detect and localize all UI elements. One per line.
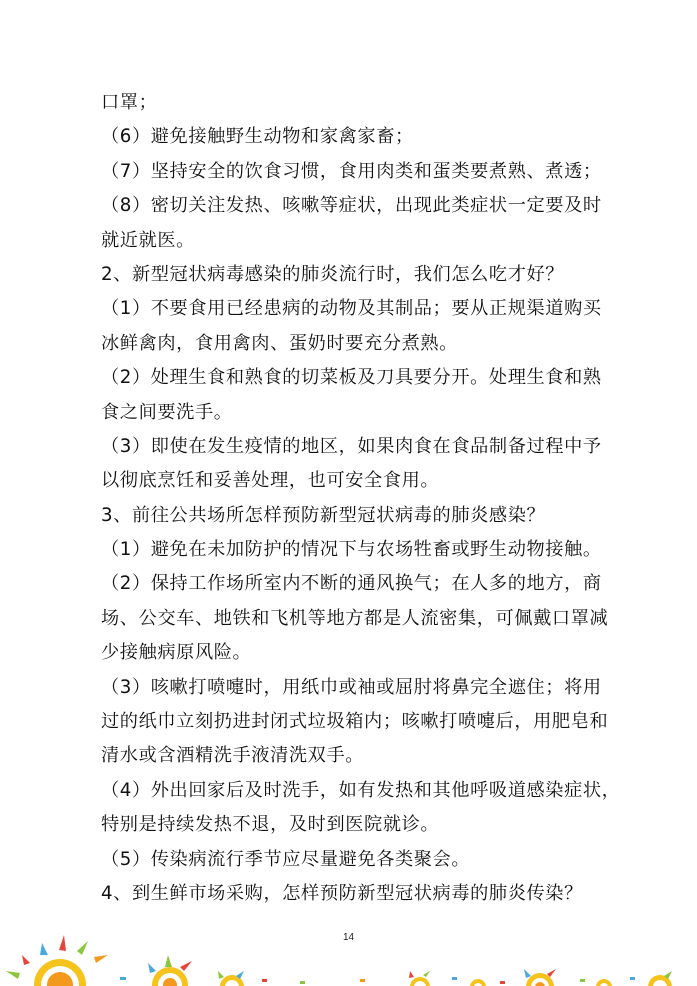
text-line: （6）避免接触野生动物和家禽家畜； <box>101 126 414 148</box>
sun-icon <box>648 971 672 986</box>
sun-icon <box>596 979 612 986</box>
sun-icon <box>6 935 108 986</box>
text-line: 过的纸巾立刻扔进封闭式垃圾箱内；咳嗽打喷嚏后，用肥皂和 <box>101 711 609 733</box>
section-heading: 3、前往公共场所怎样预防新型冠状病毒的肺炎感染？ <box>101 504 546 526</box>
text-line: （2）保持工作场所室内不断的通风换气；在人多的地方，商 <box>101 573 602 595</box>
text-line: （1）避免在未加防护的情况下与农场牲畜或野生动物接触。 <box>101 539 602 561</box>
text-line: 场、公交车、地铁和飞机等地方都是人流密集，可佩戴口罩减 <box>101 607 609 629</box>
section-heading: 2、新型冠状病毒感染的肺炎流行时，我们怎么吃才好？ <box>101 263 565 285</box>
sun-icon <box>470 979 486 986</box>
text-line: 食之间要洗手。 <box>101 401 233 423</box>
section-heading: 4、到生鲜市场采购，怎样预防新型冠状病毒的肺炎传染？ <box>101 882 583 904</box>
text-line: （1）不要食用已经患病的动物及其制品；要从正规渠道购买 <box>101 298 602 320</box>
text-line: 以彻底烹饪和妥善处理，也可安全食用。 <box>101 470 440 492</box>
sun-icon <box>148 955 192 986</box>
text-line: （2）处理生食和熟食的切菜板及刀具要分开。处理生食和熟 <box>101 367 602 389</box>
text-line: （3）咳嗽打喷嚏时，用纸巾或袖或屈肘将鼻完全遮住；将用 <box>101 676 602 698</box>
body-text <box>101 86 621 911</box>
text-line: （4）外出回家后及时洗手，如有发热和其他呼吸道感染症状， <box>101 779 621 801</box>
text-line: 口罩； <box>101 92 158 113</box>
text-line: 冰鲜禽肉，食用禽肉、蛋奶时要充分煮熟。 <box>101 332 458 354</box>
text-line: 就近就医。 <box>101 229 195 251</box>
text-line: （7）坚持安全的饮食习惯，食用肉类和蛋类要煮熟、煮透； <box>101 160 602 182</box>
text-line: （8）密切关注发热、咳嗽等症状，出现此类症状一定要及时 <box>101 195 602 217</box>
text-line: 清水或含酒精洗手液清洗双手。 <box>101 745 365 767</box>
sun-decoration-footer <box>0 925 697 986</box>
sun-icon <box>218 971 244 986</box>
text-line: （5）传染病流行季节应尽量避免各类聚会。 <box>101 848 471 870</box>
page-number: 14 <box>342 932 355 943</box>
sun-icon <box>524 969 556 986</box>
sun-icon <box>409 971 430 986</box>
text-line: 特别是持续发热不退，及时到医院就诊。 <box>101 814 440 836</box>
text-line: 少接触病原风险。 <box>101 642 252 664</box>
text-line: （3）即使在发生疫情的地区，如果肉食在食品制备过程中予 <box>101 435 602 457</box>
